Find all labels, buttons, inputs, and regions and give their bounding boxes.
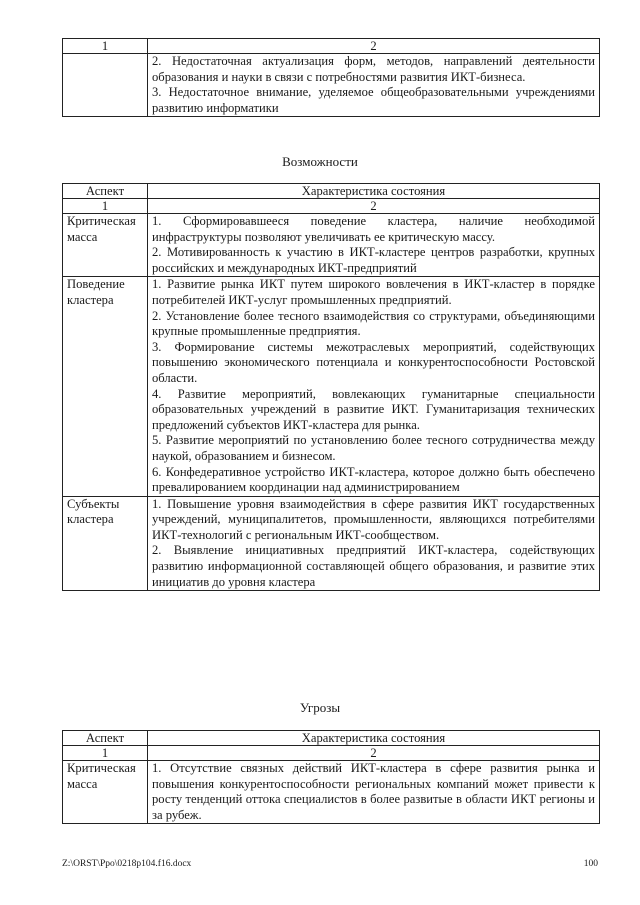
table-threats (62, 730, 600, 824)
table-opportunities (62, 183, 600, 591)
table-row (63, 54, 600, 117)
list-item: 2. Недостаточная актуализация форм, методов, направлений деятельности образования и науки в связи с потребностями развития ИКТ-бизнеса. (152, 54, 595, 84)
aspect-cell: Поведение кластера (63, 277, 148, 496)
characteristic-cell (148, 277, 600, 496)
list-item: 4. Развитие мероприятий, вовлекающих гуманитарные специальности образовательных учреждений в развитие ИКТ. Гуманитаризация технических предложений субъектов ИКТ-кластера для рынка. (152, 386, 595, 432)
table-header-row (63, 184, 600, 199)
aspect-cell: Критическая масса (63, 214, 148, 277)
header-characteristic: Характеристика состояния (148, 184, 600, 199)
table-number-row (63, 39, 600, 54)
table-row (63, 214, 600, 277)
characteristic-cell (148, 54, 600, 117)
header-aspect: Аспект (63, 184, 148, 199)
column-number-2: 2 (148, 39, 600, 54)
aspect-cell: Субъекты кластера (63, 496, 148, 591)
list-item: 5. Развитие мероприятий по установлению более тесного сотрудничества между наукой, образованием и бизнесом. (152, 433, 595, 463)
table-header-row (63, 731, 600, 746)
footer-file-path: Z:\ORST\Ppo\0218p104.f16.docx (62, 859, 192, 869)
list-item: 2. Мотивированность к участию в ИКТ-кластере центров разработки, крупных российских и международных ИКТ-предприятий (152, 245, 595, 275)
column-number-2: 2 (148, 746, 600, 761)
table-row (63, 277, 600, 496)
column-number-2: 2 (148, 199, 600, 214)
table-number-row (63, 199, 600, 214)
list-item: 3. Формирование системы межотраслевых мероприятий, содействующих повышению экономического потенциала и конкурентоспособности Ростовской области. (152, 339, 595, 385)
characteristic-cell (148, 496, 600, 591)
list-item: 1. Отсутствие связных действий ИКТ-кластера в сфере развития рынка и повышения конкурентоспособности региональных компаний может привести к росту тенденций оттока специалистов в более развитые в области ИКТ регионы и за рубеж. (152, 761, 595, 822)
footer-page-number: 100 (583, 859, 598, 869)
aspect-cell (63, 54, 148, 117)
characteristic-cell (148, 214, 600, 277)
list-item: 3. Недостаточное внимание, уделяемое общеобразовательными учреждениями развитию информатики (152, 85, 595, 115)
list-item: 1. Повышение уровня взаимодействия в сфере развития ИКТ государственных учреждений, муниципалитетов, промышленности, являющихся потребителями ИКТ-технологий с региональным ИКТ-сообществом. (152, 496, 595, 542)
characteristic-cell (148, 761, 600, 824)
table-row (63, 761, 600, 824)
list-item: 1. Развитие рынка ИКТ путем широкого вовлечения в ИКТ-кластер в порядке потребителей ИКТ-услуг промышленных предприятий. (152, 277, 595, 307)
column-number-1: 1 (63, 39, 148, 54)
aspect-cell: Критическая масса (63, 761, 148, 824)
column-number-1: 1 (63, 746, 148, 761)
table-row (63, 496, 600, 591)
section-title-threats: Угрозы (299, 700, 341, 715)
header-characteristic: Характеристика состояния (148, 731, 600, 746)
list-item: 2. Выявление инициативных предприятий ИКТ-кластера, содействующих развитию информационной составляющей общего образования, и развитие этих инициатив до уровня кластера (152, 543, 595, 589)
list-item: 1. Сформировавшееся поведение кластера, наличие необходимой инфраструктуры позволяют увеличивать ее критическую массу. (152, 214, 595, 244)
table-weaknesses-continued (62, 38, 600, 117)
list-item: 2. Установление более тесного взаимодействия со структурами, объединяющими крупные промышленные предприятия. (152, 308, 595, 339)
section-title-opportunities: Возможности (282, 154, 358, 169)
list-item: 6. Конфедеративное устройство ИКТ-кластера, которое должно быть обеспечено превалированием координации над администрированием (152, 464, 595, 495)
column-number-1: 1 (63, 199, 148, 214)
header-aspect: Аспект (63, 731, 148, 746)
table-number-row (63, 746, 600, 761)
